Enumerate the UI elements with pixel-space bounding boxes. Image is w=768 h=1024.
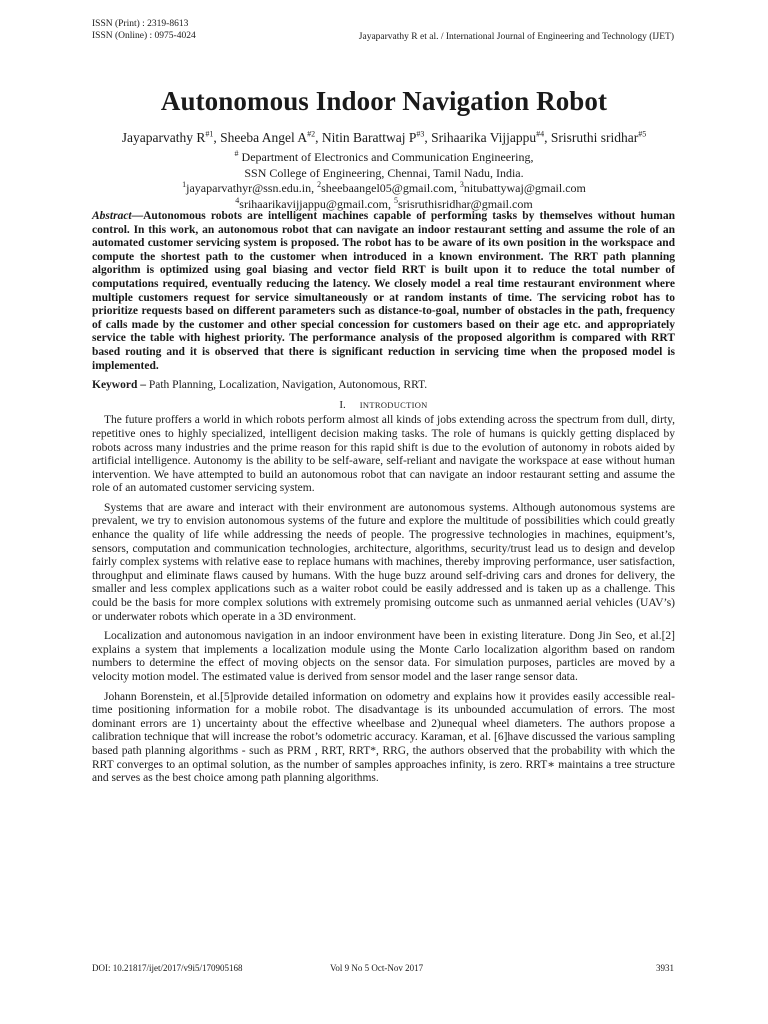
author-mark: #1 — [205, 129, 214, 139]
body-paragraph: Johann Borenstein, et al.[5]provide detailed information on odometry and explains how it provides easily accessible real-time positioning information for a mobile robot. The disadvantage is its unbounded accumulation of errors. The most dominant errors are 1) uncertainty about the effective wheelbase and 2)unequal wheel diameters. The authors propose a calibration technique that will increase the robot’s odometric accuracy. Karaman, et al. [6]have discussed the various sampling based path planning algorithms - such as PRM , RRT, RRT*, RRG, the authors observed that the probability with which the RRT converges to an optimal solution, as the number of samples approaches infinity, is zero. RRT∗ maintains a tree structure and serves as the best choice among path planning algorithms. — [92, 690, 675, 785]
author-name: Nitin Barattwaj P — [321, 130, 417, 145]
affiliation-block — [60, 150, 708, 212]
author-email[interactable]: sheebaangel05@gmail.com, — [321, 181, 460, 195]
author-mark: #3 — [416, 129, 425, 139]
author-email[interactable]: srihaarikavijjappu@gmail.com, — [239, 196, 394, 211]
department-text: Department of Electronics and Communication Engineering, — [241, 150, 534, 164]
author-mark: #2 — [307, 129, 316, 139]
body-paragraph: Systems that are aware and interact with their environment are autonomous systems. Although autonomous systems are prevalent, we try to envision autonomous systems of the future and explore the multitude of possibilities which could greatly enhance the quality of life while addressing the needs of people. The progressive technologies in machines, equipment’s, sensors, computation and communication technologies, architecture, algorithms, security/trust lead us to design and develop fairly complex systems with relative ease to replace humans with machines, thereby improving performance, user satisfaction, throughput and eliminate flaws caused by humans. With the huge buzz around self-driving cars and drones for delivery, the smaller and less complex applications such as a waiter robot could be easily addressed and is taken up as a challenge. This could be the basis for more complex solutions with extremely promising outcome such as unmanned aerial vehicles (UAV’s) or underwater robots which operate in a 3D environment. — [92, 501, 675, 623]
body-paragraph: Localization and autonomous navigation in an indoor environment have been in existing literature. Dong Jin Seo, et al.[2] explains a system that implements a localization module using the Monte Carlo localization algorithm based on random numbers to determine the effect of moving objects on the sensor data. For simulation purposes, particles are moved by a velocity motion model. The estimated value is derived from sensor model and the laser range sensor data. — [92, 630, 675, 683]
author-email[interactable]: jayaparvathyr@ssn.edu.in, — [186, 181, 318, 195]
paper-body — [92, 210, 675, 792]
affiliation-department — [60, 150, 708, 166]
section-number: I. — [339, 398, 346, 411]
journal-running-head: Jayaparvathy R et al. / International Journal of Engineering and Technology (IJET) — [358, 32, 674, 42]
keyword-list: Path Planning, Localization, Navigation, Autonomous, RRT. — [145, 379, 428, 392]
email-mark: 2 — [317, 180, 322, 189]
email-mark: 5 — [393, 195, 398, 205]
author-name: Sheeba Angel A — [220, 130, 308, 145]
issn-block — [92, 18, 196, 42]
author-name: Jayaparvathy R — [121, 130, 206, 145]
affiliation-college: SSN College of Engineering, Chennai, Tamil Nadu, India. — [244, 165, 524, 180]
body-paragraph: The future proffers a world in which robots perform almost all kinds of jobs extending across the spectrum from dull, dirty, repetitive ones to highly specialized, intelligent decision making tasks. The role of humans is quickly getting displaced by robots across many industries and the prime reason for this rapid shift is due to the evolution of autonomy in robots aided by artificial intelligence. Autonomy is the ability to be self-aware, self-reliant and navigate the workspace at ease without human intervention. We have attempted to build an autonomous robot that can navigate an indoor restaurant setting and assume the role of an automated customer servicing system. — [92, 414, 675, 495]
author-name: Srihaarika Vijjappu — [431, 130, 537, 145]
keywords — [92, 379, 675, 393]
email-mark: 4 — [235, 195, 240, 205]
author-mark: #5 — [638, 129, 647, 139]
section-heading — [92, 399, 675, 413]
page-number: 3931 — [656, 963, 674, 973]
author-list: Jayaparvathy $R^{\#1}$, Sheeba Angel $A^{\#2}$, Nitin Barattwaj $P^{\#3}$, Srihaarika Vijjappu$^{\#4}$, Srisruthi sridhar$^{\#5}$ — [121, 129, 647, 145]
keyword-label: Keyword – — [92, 379, 146, 392]
issn-print: ISSN (Print) : 2319-8613 — [92, 19, 189, 29]
volume-info: Vol 9 No 5 Oct-Nov 2017 — [330, 963, 424, 973]
paper-title: Autonomous Indoor Navigation Robot — [160, 86, 608, 116]
author-email[interactable]: srisruthisridhar@gmail.com — [397, 196, 533, 211]
affiliation-emails-line1 — [60, 181, 708, 197]
email-mark: 3 — [459, 180, 464, 189]
abstract-text: —Autonomous robots are intelligent machines capable of performing tasks by themselves without human control. In this work, an autonomous robot that can navigate an indoor restaurant setting and assume the role of an automated customer servicing system is proposed. The robot has to be aware of its own position in the workspace and compute the shortest path to the customer when introduced in a known environment. The RRT path planning algorithm is optimized using goal biasing and vector field RRT is built upon it to reduce the total number of computations required, eventually reducing the latency. We closely model a real time restaurant environment where multiple customers request for service simultaneously or at random instants of time. The servicing robot has to prioritize requests based on different parameters such as distance-to-goal, number of obstacles in the path, frequency of calls made by the customer and other special concession for customers based on their age etc. and appropriately service the table with highest priority. The performance analysis of the proposed algorithm is compared with RRT based routing and it is observed that there is significant reduction in servicing time when the proposed model is implemented. — [92, 210, 675, 372]
affiliation-mark: # — [234, 149, 239, 158]
author-mark: #4 — [536, 129, 545, 139]
section-name: INTRODUCTION — [359, 399, 428, 410]
doi-text: DOI: 10.21817/ijet/2017/v9i5/170905168 — [92, 963, 243, 973]
email-mark: 1 — [182, 180, 187, 189]
issn-online: ISSN (Online) : 0975-4024 — [92, 31, 196, 41]
abstract — [92, 210, 675, 373]
author-email[interactable]: nitubattywaj@gmail.com — [463, 181, 586, 195]
author-name: Srisruthi sridhar — [550, 130, 639, 145]
abstract-label: Abstract — [92, 210, 132, 222]
